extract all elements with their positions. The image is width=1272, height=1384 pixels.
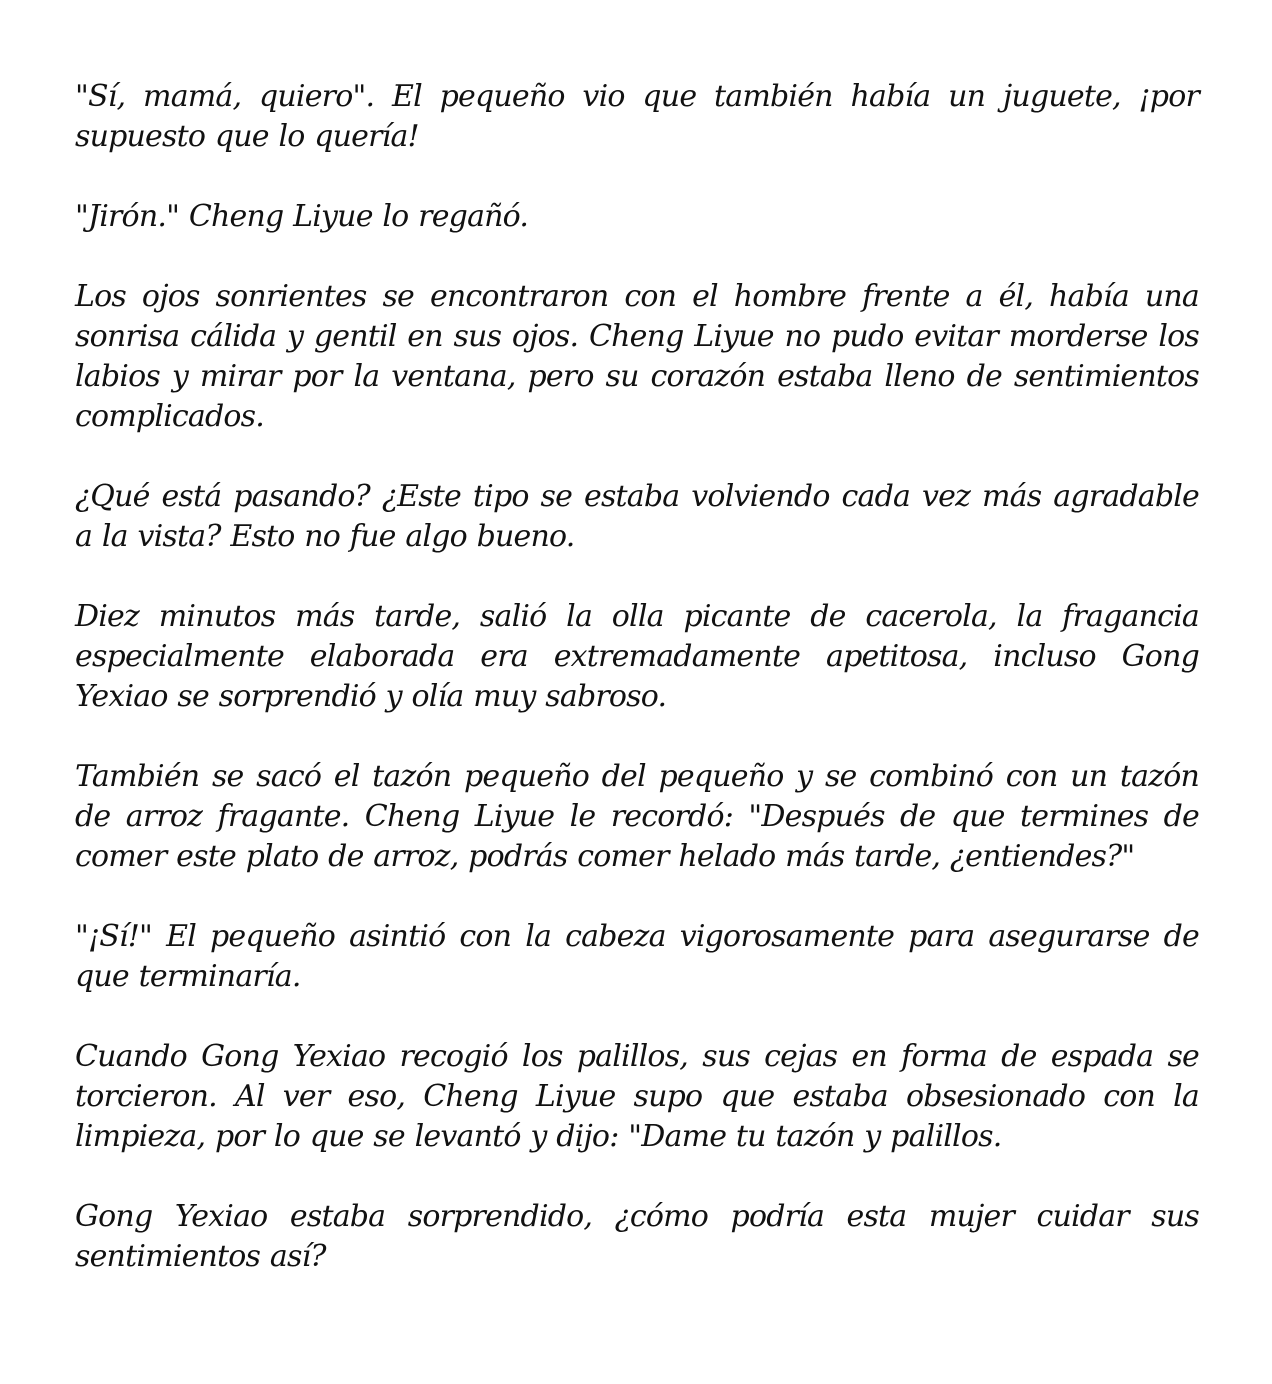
- paragraph: "Jirón." Cheng Liyue lo regañó.: [75, 199, 529, 234]
- paragraph: "Sí, mamá, quiero". El pequeño vio que también había un juguete, ¡por supuesto que lo quería!: [75, 79, 1199, 154]
- paragraph: "¡Sí!" El pequeño asintió con la cabeza vigorosamente para asegurarse de que terminaría.: [75, 919, 1199, 994]
- document-body: [75, 77, 1199, 1277]
- paragraph: ¿Qué está pasando? ¿Este tipo se estaba volviendo cada vez más agradable a la vista? Esto no fue algo bueno.: [75, 479, 1199, 554]
- paragraph: Diez minutos más tarde, salió la olla picante de cacerola, la fragancia especialmente elaborada era extremadamente apetitosa, incluso Gong Yexiao se sorprendió y olía muy sabroso.: [75, 599, 1199, 714]
- paragraph: Cuando Gong Yexiao recogió los palillos, sus cejas en forma de espada se torcieron. Al ver eso, Cheng Liyue supo que estaba obsesionado con la limpieza, por lo que se levantó y dijo: "Dame tu tazón y palillos.: [75, 1039, 1199, 1154]
- paragraph: También se sacó el tazón pequeño del pequeño y se combinó con un tazón de arroz fragante. Cheng Liyue le recordó: "Después de que termines de comer este plato de arroz, podrás comer helado más tarde, ¿entiendes?": [75, 759, 1199, 874]
- paragraph: Los ojos sonrientes se encontraron con el hombre frente a él, había una sonrisa cálida y gentil en sus ojos. Cheng Liyue no pudo evitar morderse los labios y mirar por la ventana, pero su corazón estaba lleno de sentimientos complicados.: [75, 279, 1199, 434]
- paragraph: Gong Yexiao estaba sorprendido, ¿cómo podría esta mujer cuidar sus sentimientos así?: [75, 1199, 1199, 1274]
